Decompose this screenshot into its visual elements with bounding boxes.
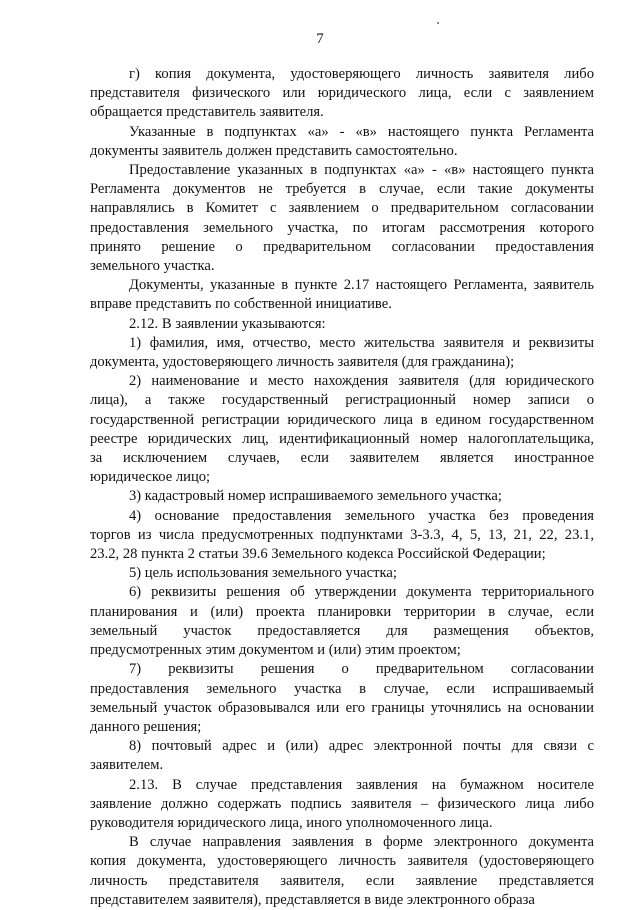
text-line: предоставления земельного участка в случае, если испрашиваемый: [90, 680, 594, 697]
text-line: направлялись в Комитет с заявлением о предварительном согласовании: [90, 200, 594, 217]
text-line: документы заявитель должен представить самостоятельно.: [90, 142, 458, 159]
paragraph-p2: [90, 123, 594, 161]
text-line: реестре юридических лиц, идентификационный номер налогоплательщика,: [90, 430, 594, 447]
text-line: 1) фамилия, имя, отчество, место жительства заявителя и реквизиты: [129, 334, 594, 351]
text-line: копия документа, удостоверяющего личность заявителя (удостоверяющего: [90, 853, 594, 870]
text-line: 3) кадастровый номер испрашиваемого земельного участка;: [129, 488, 502, 505]
text-line: обращается представитель заявителя.: [90, 104, 324, 121]
text-line: документа, удостоверяющего личность заявителя (для гражданина);: [90, 354, 515, 371]
text-line: 23.2, 28 пункта 2 статьи 39.6 Земельного кодекса Российской Федерации;: [90, 546, 546, 563]
text-line: заявителем.: [90, 757, 164, 774]
paragraph-list: [90, 65, 594, 910]
text-line: планирования и (или) проекта планировки территории в случае, если: [90, 603, 594, 620]
text-line: 2) наименование и место нахождения заявителя (для юридического: [129, 373, 594, 390]
paragraph-p6: [90, 334, 594, 372]
text-line: 8) почтовый адрес и (или) адрес электронной почты для связи с: [129, 738, 594, 755]
document-body: [90, 65, 594, 910]
scan-dot: [437, 22, 439, 24]
text-line: 5) цель использования земельного участка;: [129, 565, 397, 582]
paragraph-p13: [90, 737, 594, 775]
text-line: Предоставление указанных в подпунктах «а» - «в» настоящего пункта: [129, 162, 594, 179]
text-line: Документы, указанные в пункте 2.17 настоящего Регламента, заявитель: [129, 277, 594, 294]
paragraph-p8: [90, 487, 594, 506]
text-line: предусмотренных этим документом и (или) этим проектом;: [90, 642, 461, 659]
text-line: земельный участок образовывался или его границы уточнялись на основании: [90, 699, 594, 716]
text-line: 2.13. В случае представления заявления на бумажном носителе: [129, 776, 594, 793]
text-line: представителем заявителя), представляется в виде электронного образа: [90, 891, 535, 908]
text-line: лица), а также государственный регистрационный номер записи о: [90, 392, 594, 409]
text-line: 2.12. В заявлении указываются:: [129, 315, 326, 332]
paragraph-p5: [90, 315, 594, 334]
paragraph-p1: [90, 65, 594, 123]
text-line: земельного участка.: [90, 258, 215, 275]
text-line: руководителя юридического лица, иного уполномоченного лица.: [90, 814, 493, 831]
text-line: данного решения;: [90, 718, 202, 735]
text-line: 6) реквизиты решения об утверждении документа территориального: [129, 584, 594, 601]
text-line: земельный участок предоставляется для размещения объектов,: [90, 622, 594, 639]
text-line: принято решение о предварительном согласовании предоставления: [90, 238, 594, 255]
text-line: личность представителя заявителя, если заявление представляется: [90, 872, 594, 889]
text-line: В случае направления заявления в форме электронного документа: [129, 834, 594, 851]
text-line: заявление должно содержать подпись заявителя – физического лица либо: [90, 795, 594, 812]
text-line: Регламента документов не требуется в случае, если такие документы: [90, 181, 594, 198]
paragraph-p11: [90, 583, 594, 660]
paragraph-p9: [90, 507, 594, 565]
page-number: 7: [316, 31, 324, 47]
text-line: торгов из числа предусмотренных подпунктами 3-3.3, 4, 5, 13, 21, 22, 23.1,: [90, 526, 594, 543]
text-line: государственной регистрации юридического лица в едином государственном: [90, 411, 594, 428]
paragraph-p12: [90, 660, 594, 737]
paragraph-p15: [90, 833, 594, 910]
text-line: юридическое лицо;: [90, 469, 211, 486]
text-line: г) копия документа, удостоверяющего личность заявителя либо: [129, 66, 594, 82]
paragraph-p7: [90, 372, 594, 487]
paragraph-p4: [90, 276, 594, 314]
text-line: Указанные в подпунктах «а» - «в» настоящего пункта Регламента: [129, 123, 594, 140]
paragraph-p14: [90, 776, 594, 834]
text-line: 4) основание предоставления земельного участка без проведения: [129, 507, 594, 524]
text-line: представителя физического или юридического лица, если с заявлением: [90, 85, 594, 102]
paragraph-p3: [90, 161, 594, 276]
text-line: 7) реквизиты решения о предварительном согласовании: [129, 661, 594, 678]
paragraph-p10: [90, 564, 594, 583]
text-line: вправе представить по собственной инициативе.: [90, 296, 392, 313]
text-line: за исключением случаев, если заявителем является иностранное: [90, 450, 594, 467]
text-line: предоставления земельного участка, по итогам рассмотрения которого: [90, 219, 594, 236]
